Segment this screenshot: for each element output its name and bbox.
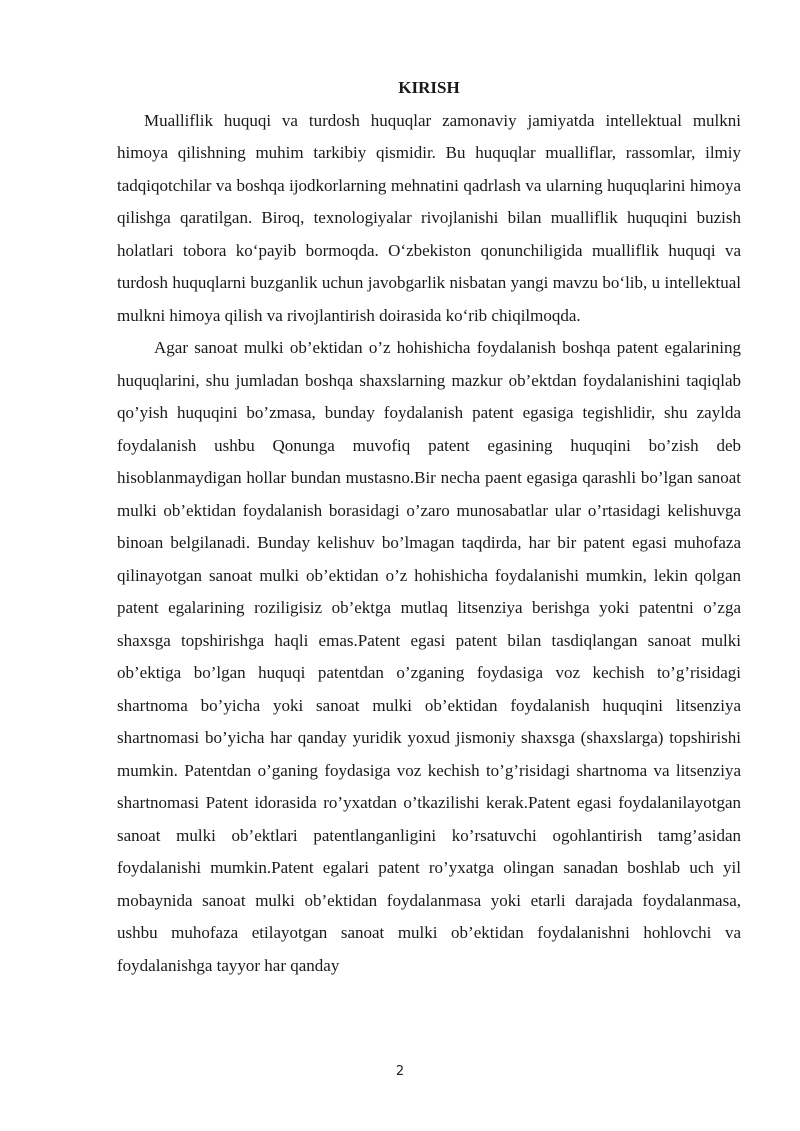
- document-page: [117, 72, 741, 982]
- page-number: 2: [395, 1064, 405, 1079]
- section-title: KIRISH: [398, 78, 460, 97]
- paragraph-patent: Agar sanoat mulki ob’ektidan o’z hohishicha foydalanish boshqa patent egalarining huquqlarini, shu jumladan boshqa shaxslarning mazkur ob’ektdan foydalanishini taqiqlab qo’yish huquqini bo’zmasa, bunday foydalanish patent egasiga tegishlidir, shu zaylda foydalanish ushbu Qonunga muvofiq patent egasining huquqini bo’zish deb hisoblanmaydigan hollar bundan mustasno.Bir necha paent egasiga qarashli bo’lgan sanoat mulki ob’ektidan foydalanish borasidagi o’zaro munosabatlar ular o’rtasidagi kelishuvga binoan belgilanadi. Bunday kelishuv bo’lmagan taqdirda, har bir patent egasi muhofaza qilinayotgan sanoat mulki ob’ektidan o’z hohishicha foydalanishi mumkin, lekin qolgan patent egalarining roziligisiz ob’ektga mutlaq litsenziya berishga yoki patentni o’zga shaxsga topshirishga haqli emas.Patent egasi patent bilan tasdiqlangan sanoat mulki ob’ektiga bo’lgan huquqi patentdan o’zganing foydasiga voz kechish to’g’risidagi shartnoma bo’yicha yoki sanoat mulki ob’ektidan foydalanish huquqini litsenziya shartnomasi bo’yicha har qanday yuridik yoxud jismoniy shaxsga (shaxslarga) topshirishi mumkin. Patentdan o’ganing foydasiga voz kechish to’g’risidagi shartnoma va litsenziya shartnomasi Patent idorasida ro’yxatdan o’tkazilishi kerak.Patent egasi foydalanilayotgan sanoat mulki ob’ektlari patentlanganligini ko’rsatuvchi ogohlantirish tamg’asidan foydalanishi mumkin.Patent egalari patent ro’yxatga olingan sanadan boshlab uch yil mobaynida sanoat mulki ob’ektidan foydalanmasa yoki etarli darajada foydalanmasa, ushbu muhofaza etilayotgan sanoat mulki ob’ektidan foydalanishni hohlovchi va foydalanishga tayyor har qanday: [117, 338, 741, 975]
- paragraph-intro: Mualliflik huquqi va turdosh huquqlar zamonaviy jamiyatda intellektual mulkni himoya qilishning muhim tarkibiy qismidir. Bu huquqlar mualliflar, rassomlar, ilmiy tadqiqotchilar va boshqa ijodkorlarning mehnatini qadrlash va ularning huquqlarini himoya qilishga qaratilgan. Biroq, texnologiyalar rivojlanishi bilan mualliflik huquqini buzish holatlari tobora ko‘payib bormoqda. O‘zbekiston qonunchiligida mualliflik huquqi va turdosh huquqlarni buzganlik uchun javobgarlik nisbatan yangi mavzu bo‘lib, u intellektual mulkni himoya qilish va rivojlantirish doirasida ko‘rib chiqilmoqda.: [117, 110, 741, 325]
